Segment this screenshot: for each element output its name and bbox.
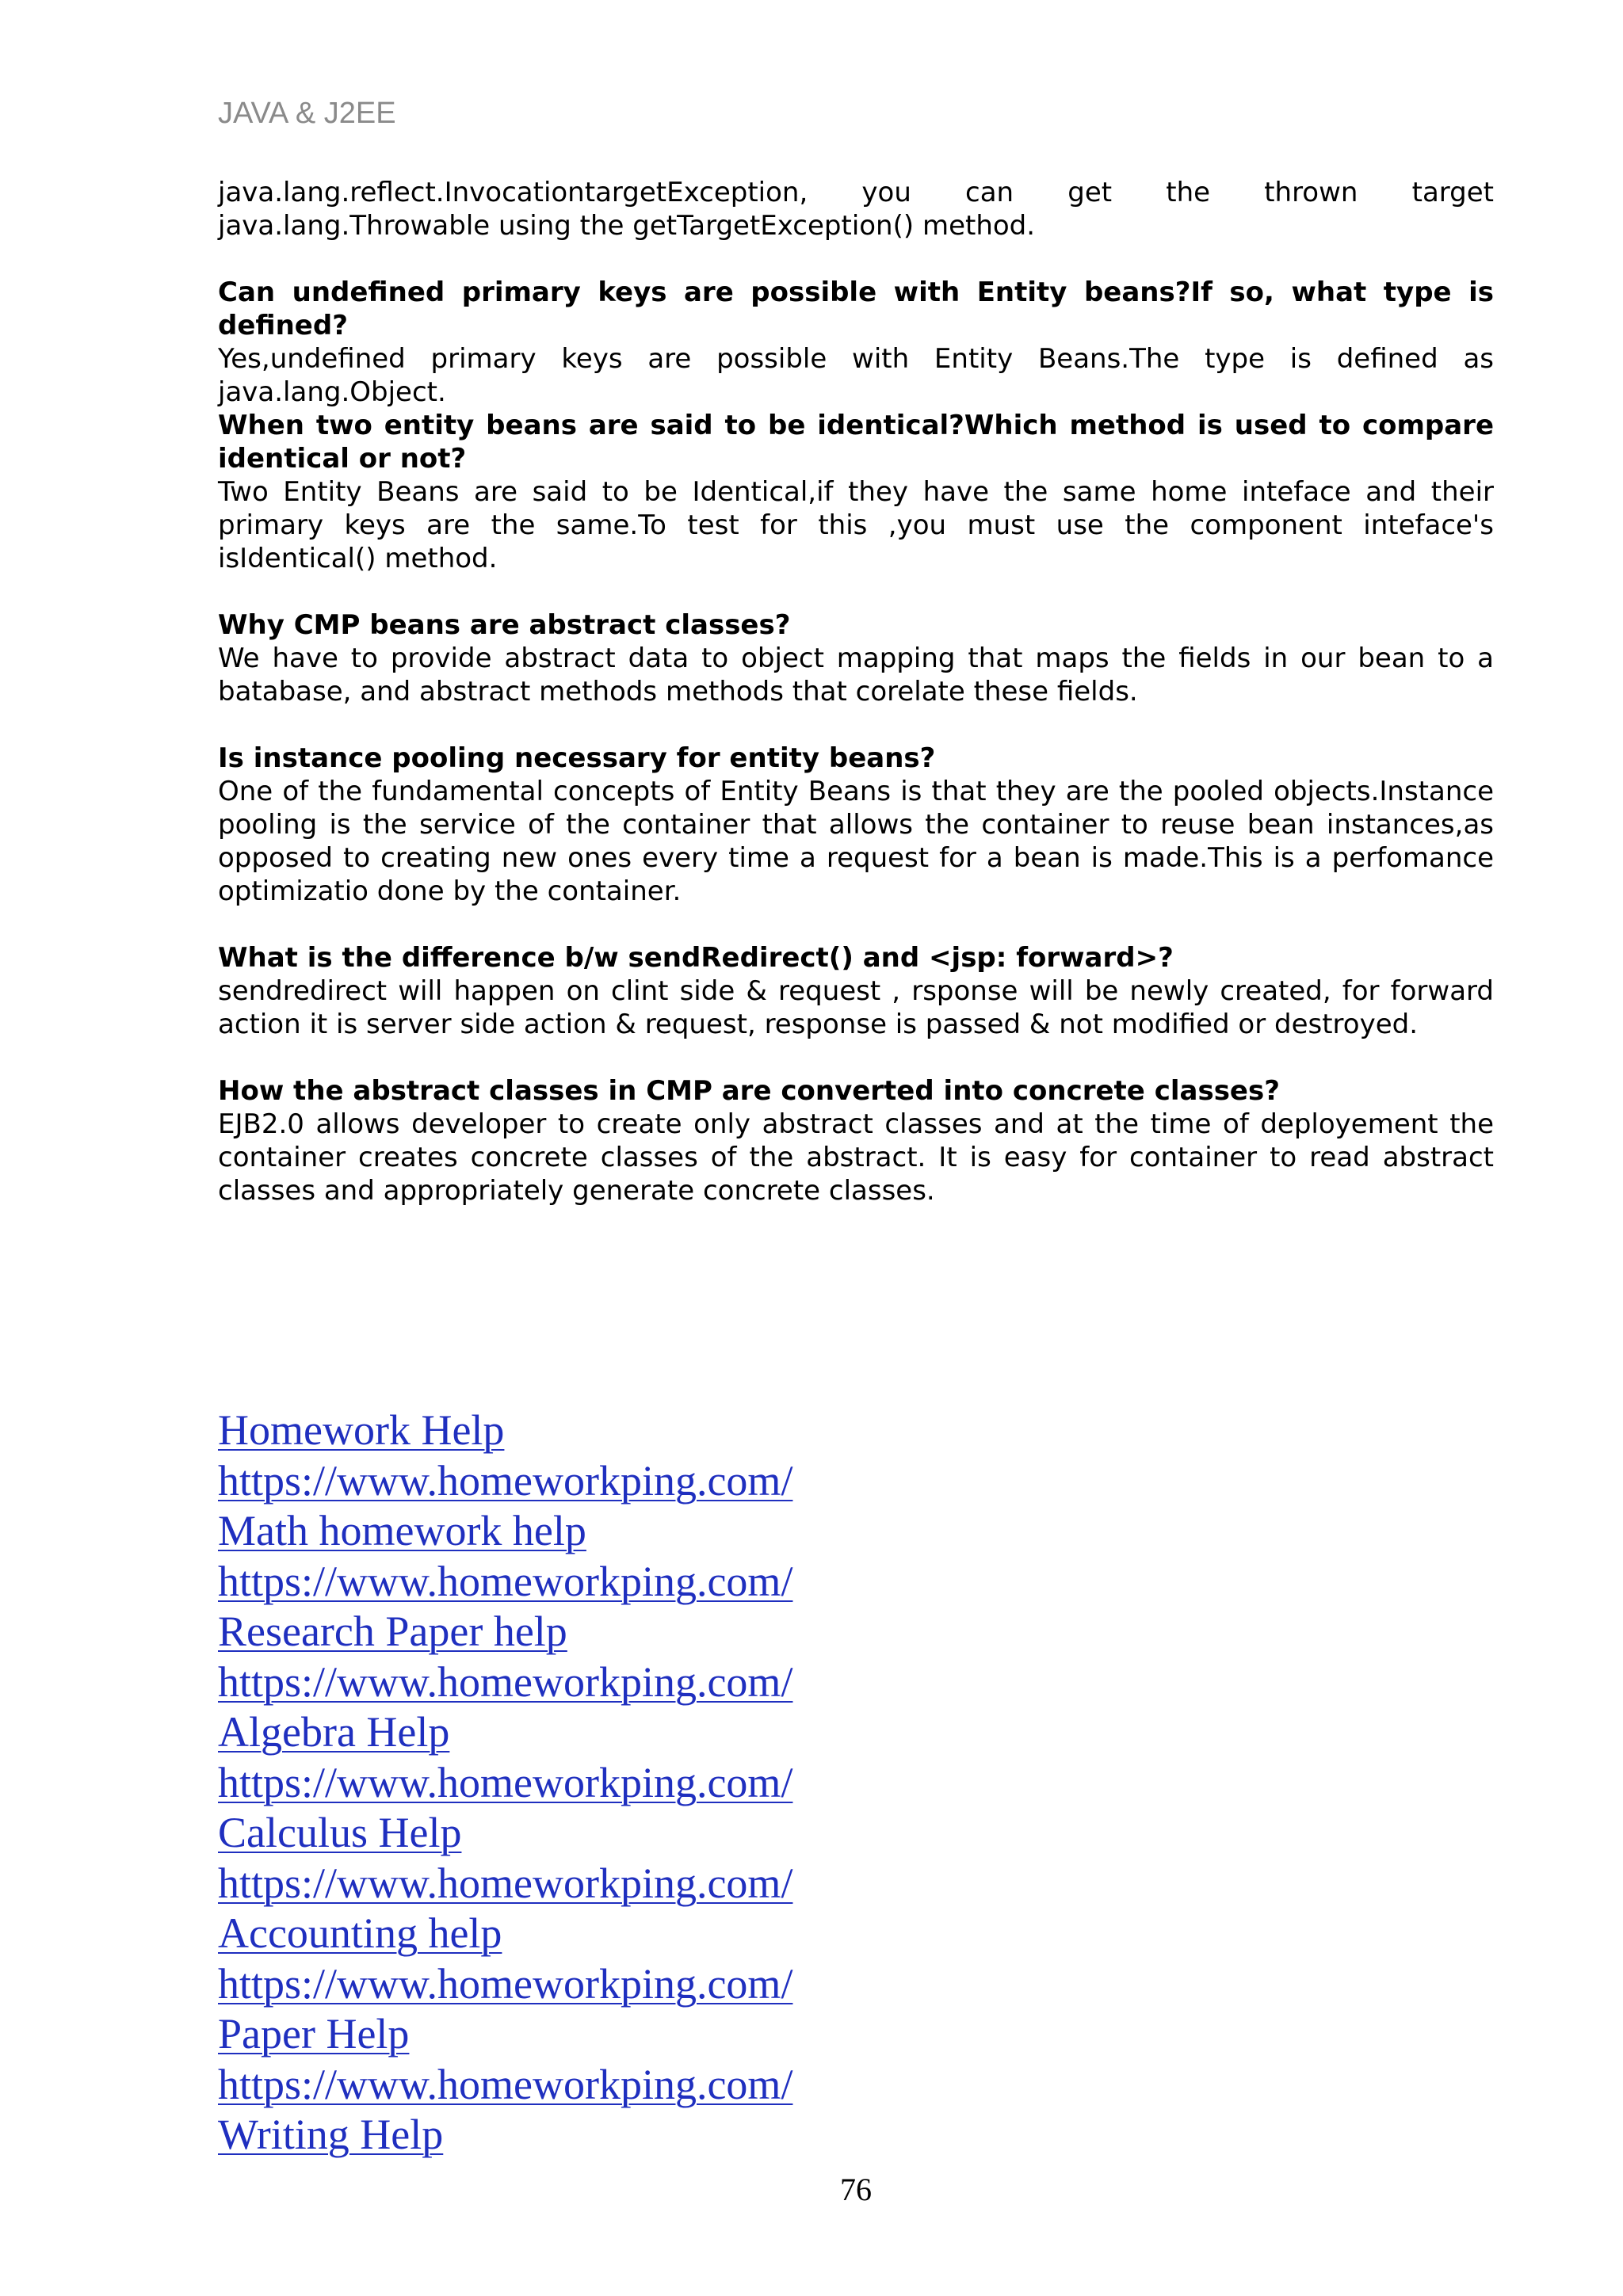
link-url[interactable]: https://www.homeworkping.com/ (218, 1959, 793, 2008)
intro-paragraph (218, 176, 1494, 209)
intro-line-2: java.lang.Throwable using the getTargetException() method. (218, 210, 1036, 242)
link-url[interactable]: https://www.homeworkping.com/ (218, 2060, 793, 2108)
link-accounting-help[interactable]: Accounting help (218, 1909, 502, 1957)
promo-links (218, 1405, 792, 2161)
document-body (218, 176, 1494, 1207)
link-calculus-help[interactable]: Calculus Help (218, 1809, 462, 1856)
answer-4: One of the fundamental concepts of Entity Beans is that they are the pooled objects.Instance pooling is the service of the container that allows the container to reuse bean instances,as opposed to creating new ones every time a request for a bean is made.This is a perfomance optimizatio done by the container. (218, 776, 1494, 907)
spacer (218, 575, 1494, 608)
link-writing-help[interactable]: Writing Help (218, 2111, 444, 2158)
answer-3: We have to provide abstract data to object mapping that maps the fields in our bean to a batabase, and abstract methods methods that corelate these fields. (218, 643, 1494, 707)
link-url[interactable]: https://www.homeworkping.com/ (218, 1657, 793, 1706)
question-3: Why CMP beans are abstract classes? (218, 609, 791, 641)
link-paper-help[interactable]: Paper Help (218, 2010, 410, 2058)
spacer (218, 708, 1494, 742)
question-5: What is the difference b/w sendRedirect() and <jsp: forward>? (218, 942, 1174, 974)
answer-1: Yes,undefined primary keys are possible with Entity Beans.The type is defined as java.lang.Object. (218, 343, 1494, 408)
link-math-homework-help[interactable]: Math homework help (218, 1507, 586, 1554)
intro-paragraph-end (218, 209, 1494, 242)
intro-line-1: java.lang.reflect.InvocationtargetException, you can get the thrown target (218, 177, 1494, 208)
spacer (218, 908, 1494, 941)
link-url[interactable]: https://www.homeworkping.com/ (218, 1859, 793, 1907)
answer-6: EJB2.0 allows developer to create only abstract classes and at the time of deployement the container creates concrete classes of the abstract. It is easy for container to read abstract classes and appropriately generate concrete classes. (218, 1108, 1494, 1207)
spacer (218, 242, 1494, 276)
link-url[interactable]: https://www.homeworkping.com/ (218, 1456, 793, 1505)
answer-5: sendredirect will happen on clint side & request , rsponse will be newly created, for forward action it is server side action & request, response is passed & not modified or destroyed. (218, 975, 1494, 1040)
question-4: Is instance pooling necessary for entity beans? (218, 742, 936, 774)
link-algebra-help[interactable]: Algebra Help (218, 1708, 450, 1756)
question-6: How the abstract classes in CMP are converted into concrete classes? (218, 1075, 1280, 1107)
link-url[interactable]: https://www.homeworkping.com/ (218, 1758, 793, 1806)
link-research-paper-help[interactable]: Research Paper help (218, 1608, 567, 1655)
question-1: Can undefined primary keys are possible with Entity beans?If so, what type is defined? (218, 277, 1494, 341)
running-header: JAVA & J2EE (218, 97, 396, 130)
link-url[interactable]: https://www.homeworkping.com/ (218, 1557, 793, 1605)
page-number: 76 (840, 2172, 872, 2207)
answer-2: Two Entity Beans are said to be Identical,if they have the same home inteface and their primary keys are the same.To test for this ,you must use the component inteface's isIdentical() method. (218, 476, 1494, 574)
question-2: When two entity beans are said to be identical?Which method is used to compare identical or not? (218, 410, 1494, 475)
spacer (218, 1041, 1494, 1074)
link-homework-help[interactable]: Homework Help (218, 1406, 505, 1454)
